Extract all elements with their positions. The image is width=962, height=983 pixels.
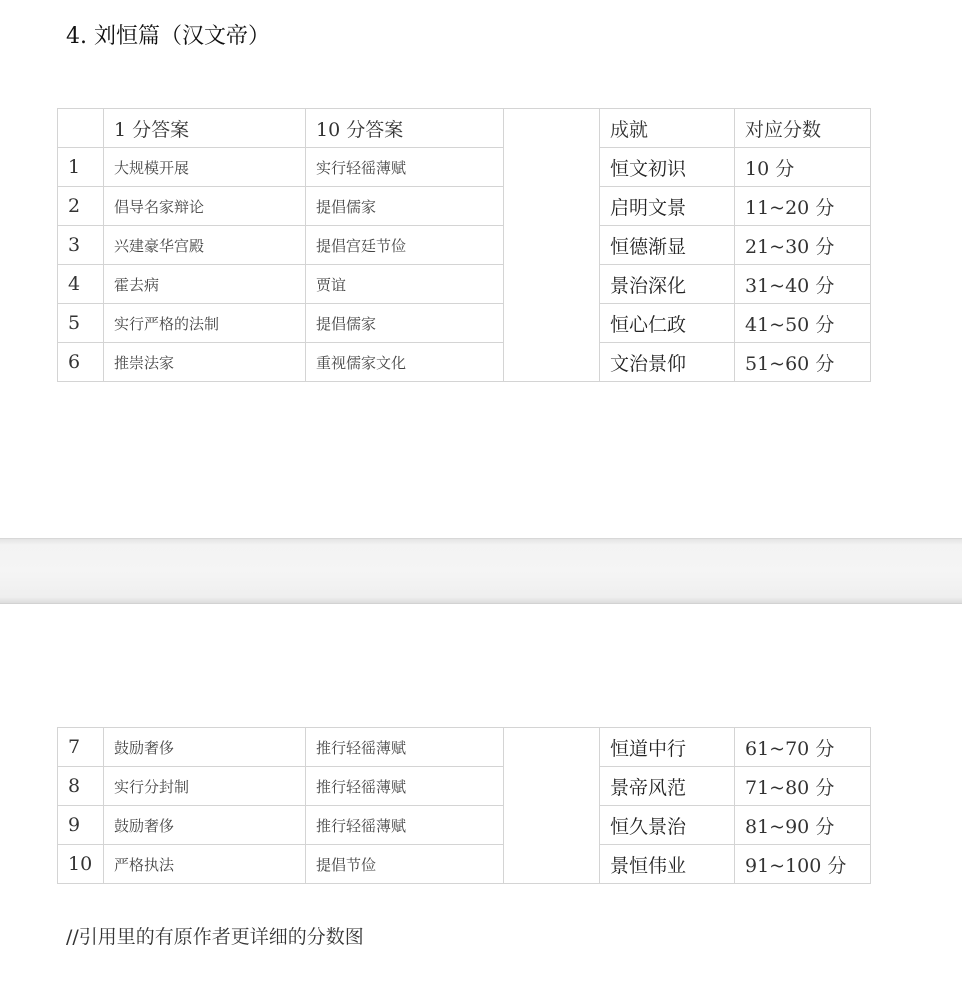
score-table-part-1 (57, 108, 871, 382)
answer-1-point: 鼓励奢侈 (104, 806, 306, 845)
achievement-name: 景治深化 (600, 265, 735, 304)
header-answer-10: 10 分答案 (306, 109, 504, 148)
answer-10-point: 贾谊 (306, 265, 504, 304)
answer-10-point: 推行轻徭薄赋 (306, 728, 504, 767)
header-num (58, 109, 104, 148)
answer-1-point: 大规模开展 (104, 148, 306, 187)
score-range: 41~50 分 (735, 304, 871, 343)
answer-1-point: 霍去病 (104, 265, 306, 304)
answer-10-point: 重视儒家文化 (306, 343, 504, 382)
row-num: 4 (58, 265, 104, 304)
answer-1-point: 实行分封制 (104, 767, 306, 806)
row-num: 8 (58, 767, 104, 806)
table-row (58, 806, 871, 845)
header-answer-1: 1 分答案 (104, 109, 306, 148)
table-gap-cell (504, 728, 600, 884)
reference-note: //引用里的有原作者更详细的分数图 (66, 926, 364, 948)
score-range: 11~20 分 (735, 187, 871, 226)
table-row (58, 304, 871, 343)
answer-10-point: 实行轻徭薄赋 (306, 148, 504, 187)
table-gap-cell (504, 109, 600, 382)
table-row (58, 148, 871, 187)
row-num: 7 (58, 728, 104, 767)
achievement-name: 恒德渐显 (600, 226, 735, 265)
row-num: 1 (58, 148, 104, 187)
row-num: 10 (58, 845, 104, 884)
achievement-name: 恒心仁政 (600, 304, 735, 343)
table-header-row (58, 109, 871, 148)
score-range: 10 分 (735, 148, 871, 187)
score-range: 51~60 分 (735, 343, 871, 382)
row-num: 5 (58, 304, 104, 343)
answer-1-point: 兴建豪华宫殿 (104, 226, 306, 265)
answer-1-point: 推崇法家 (104, 343, 306, 382)
table-row (58, 343, 871, 382)
table-row (58, 845, 871, 884)
score-range: 91~100 分 (735, 845, 871, 884)
table-row (58, 728, 871, 767)
score-range: 61~70 分 (735, 728, 871, 767)
achievement-name: 景帝风范 (600, 767, 735, 806)
score-range: 81~90 分 (735, 806, 871, 845)
row-num: 2 (58, 187, 104, 226)
answer-10-point: 提倡儒家 (306, 187, 504, 226)
row-num: 9 (58, 806, 104, 845)
achievement-name: 恒道中行 (600, 728, 735, 767)
answer-10-point: 推行轻徭薄赋 (306, 767, 504, 806)
table-row (58, 265, 871, 304)
page-break-separator (0, 538, 962, 604)
answer-10-point: 提倡儒家 (306, 304, 504, 343)
answer-1-point: 鼓励奢侈 (104, 728, 306, 767)
row-num: 3 (58, 226, 104, 265)
answer-10-point: 提倡宫廷节俭 (306, 226, 504, 265)
score-table-part-2 (57, 727, 871, 884)
table-row (58, 767, 871, 806)
table-row (58, 226, 871, 265)
answer-10-point: 推行轻徭薄赋 (306, 806, 504, 845)
achievement-name: 景恒伟业 (600, 845, 735, 884)
section-heading: 4. 刘恒篇（汉文帝） (66, 24, 270, 49)
answer-10-point: 提倡节俭 (306, 845, 504, 884)
score-range: 71~80 分 (735, 767, 871, 806)
achievement-name: 启明文景 (600, 187, 735, 226)
table-row (58, 187, 871, 226)
achievement-name: 文治景仰 (600, 343, 735, 382)
score-range: 21~30 分 (735, 226, 871, 265)
header-score-range: 对应分数 (735, 109, 871, 148)
answer-1-point: 严格执法 (104, 845, 306, 884)
answer-1-point: 倡导名家辩论 (104, 187, 306, 226)
score-range: 31~40 分 (735, 265, 871, 304)
row-num: 6 (58, 343, 104, 382)
achievement-name: 恒文初识 (600, 148, 735, 187)
answer-1-point: 实行严格的法制 (104, 304, 306, 343)
header-achievement: 成就 (600, 109, 735, 148)
achievement-name: 恒久景治 (600, 806, 735, 845)
